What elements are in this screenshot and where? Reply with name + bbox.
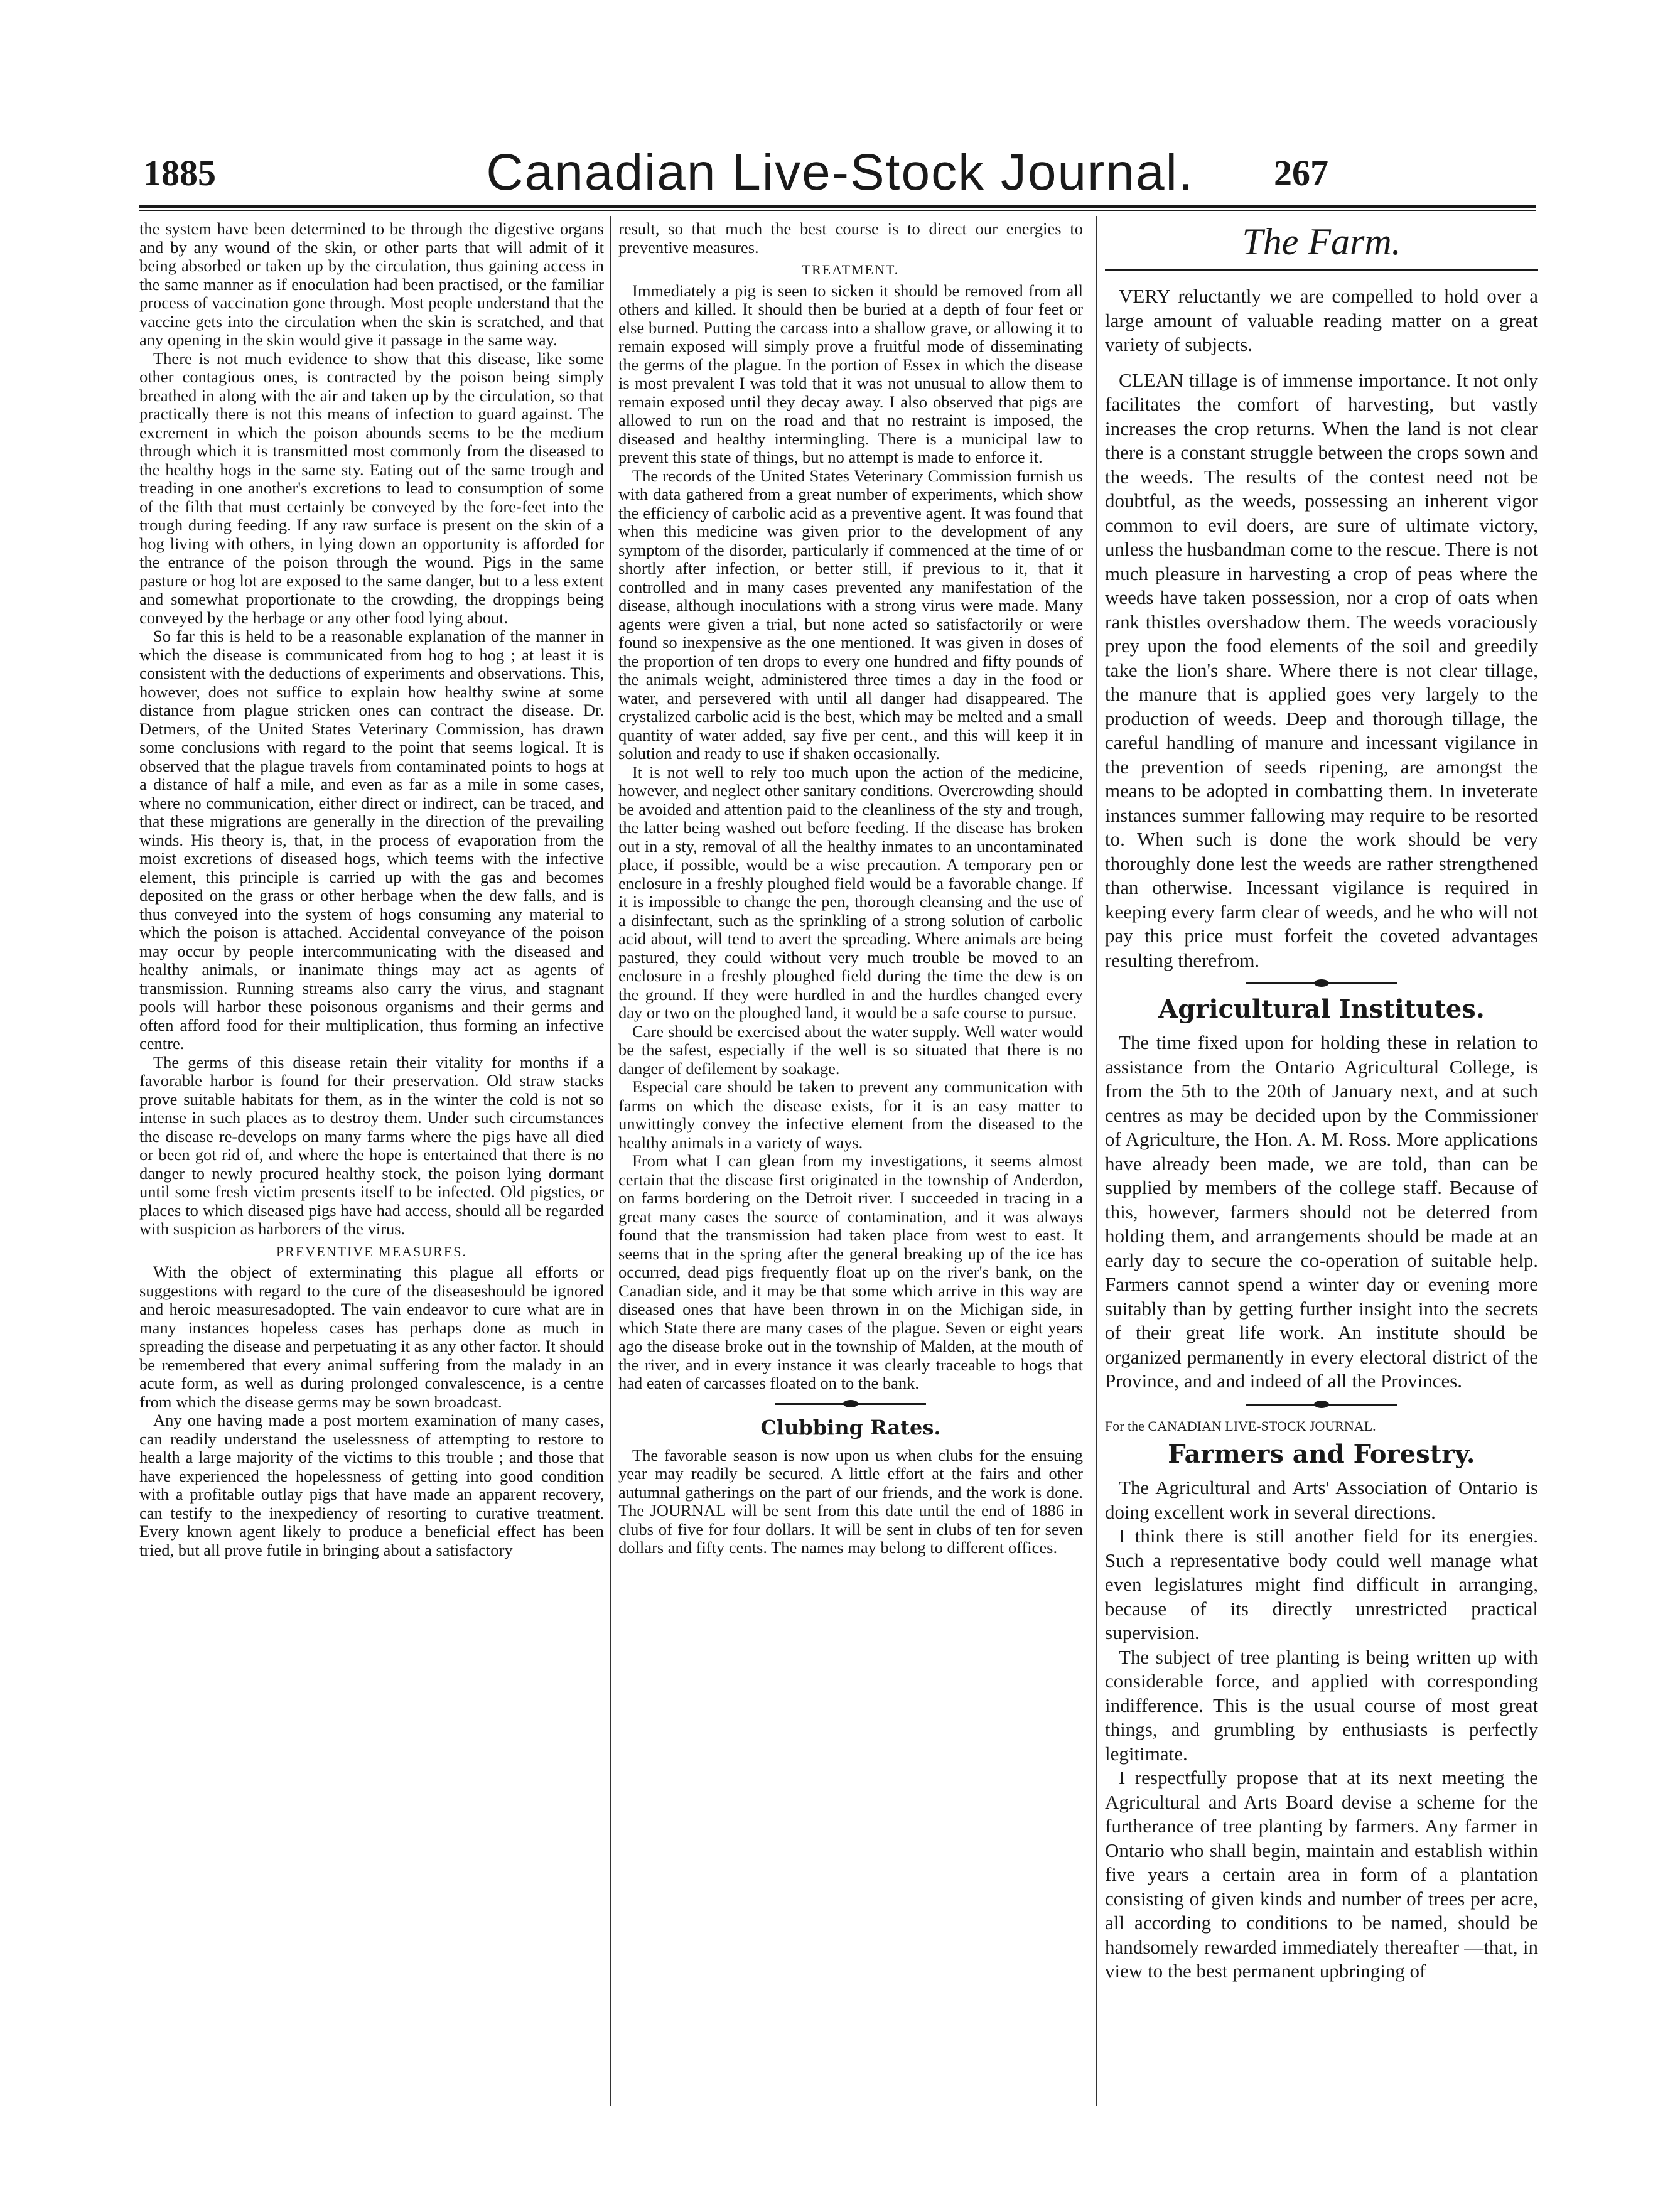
column-2 xyxy=(618,220,1083,1557)
article-credit: For the CANADIAN LIVE-STOCK JOURNAL. xyxy=(1105,1418,1376,1434)
paragraph: I respectfully propose that at its next meeting the Agricultural and Arts Board devise a scheme for the furtherance of tree planting by farmers. Any farmer in Ontario who shall begin, maintain and establish within five years a certain area in form of a plantation consisting of given kinds and number of trees per acre, all according to conditions to be named, should be handsomely rewarded immediately thereafter —that, in view to the best permanent upbringing of xyxy=(1105,1767,1538,1982)
paragraph: CLEAN tillage is of immense importance. It not only facilitates the comfort of harvesting, but vastly increases the crop returns. When the land is not clear there is a constant struggle between the crops sown and the weeds. The results of the contest need not be doubtful, as the weeds, possessing an inherent vigor common to evil doers, are sure of ultimate victory, unless the husbandman come to the rescue. There is not much pleasure in harvesting a crop of peas where the weeds have taken possession, nor a crop of oats when rank thistles overshadow them. The weeds voraciously prey upon the food elements of the soil and greedily take the lion's share. Where there is not clear tillage, the manure that is applied goes very largely to the production of weeds. Deep and thorough tillage, the careful handling of manure and incessant vigilance in the prevention of seeds ripening, are amongst the means to be adopted in combatting them. In inveterate instances summer fallowing may require to be resorted to. When such is done the work should be very thoroughly done lest the weeds are rather strengthened than otherwise. Incessant vigilance is required in keeping every farm clear of weeds, and he who will not pay this price must forfeit the coveted advantages resulting therefrom. xyxy=(1105,368,1538,971)
journal-title: Canadian Live-Stock Journal. xyxy=(486,144,1194,201)
paragraph: From what I can glean from my investigations, it seems almost certain that the disease first originated in the township of Anderdon, on farms bordering on the Detroit river. I succeeded in tracing in a great many cases the source of contamination, and it was always found that the transmission had taken place from west to east. It seems that in the spring after the general breaking up of the ice has occurred, dead pigs frequently float up on the river's bank, on the Canadian side, and it may be that some which arrive in this way are diseased ones that have been thrown in on the Michigan side, in which State there are many cases of the plague. Seven or eight years ago the disease broke out in the township of Malden, at the mouth of the river, and in every instance it was clearly traceable to hogs that had eaten of carcasses floated on to the bank. xyxy=(618,1151,1083,1392)
paragraph: Immediately a pig is seen to sicken it should be removed from all others and killed. It should then be buried at a depth of four feet or else burned. Putting the carcass into a shallow grave, or allowing it to remain exposed will simply prove a fruitful mode of disseminating the germs of the plague. In the portion of Essex in which the disease is most prevalent I was told that it was not unusual to allow them to remain exposed until they decay away. I also observed that pigs are allowed to run on the road and that no restraint is imposed, the diseased and healthy intermingling. There is a municipal law to prevent this state of things, but no attempt is made to enforce it. xyxy=(618,281,1083,466)
section-heading-the-farm: The Farm. xyxy=(1242,221,1401,262)
paragraph: The germs of this disease retain their vitality for months if a favorable harbor is found for their preservation. Old straw stacks prove suitable habitats for them, as in the winter the cold is not so intense in such places as to destroy them. Under such circumstances the disease re-develops on many farms where the pigs have all died or been got rid of, and where the hope is entertained that there is no danger to newly procured healthy stock, the poison lying dormant until some fresh victim presents itself to be infected. Old pigsties, or places to which diseased pigs have had access, should all be regarded with suspicion as harborers of the virus. xyxy=(139,1052,604,1238)
header-rule-thin xyxy=(139,210,1536,211)
paragraph: The records of the United States Veterinary Commission furnish us with data gathered from a great number of experiments, which show the efficiency of carbolic acid as a preventive agent. It was found that when this medicine was given prior to the development of any symptom of the disorder, particularly if commenced at the time of or shortly after infection, or better still, if previous to it, that it controlled and in many cases prevented any manifestation of the disease, although inoculations with a strong virus were made. Many agents were given a trial, but none acted so satisfactorily or were found so inexpensive as the one mentioned. It was given in doses of the proportion of ten drops to every one hundred and fifty pounds of the animals weight, administered three times a day in the food or water, and persevered with until all danger had disappeared. The crystalized carbolic acid is the best, which may be melted and a small quantity of water added, say five per cent., and this will keep it in solution and ready to use if shaken occasionally. xyxy=(618,466,1083,763)
section-divider xyxy=(1246,1404,1397,1406)
paragraph: VERY reluctantly we are compelled to hold over a large amount of valuable reading matter on a great variety of subjects. xyxy=(1105,285,1538,355)
paragraph: It is not well to rely too much upon the action of the medicine, however, and neglect other sanitary conditions. Overcrowding should be avoided and attention paid to the cleanliness of the sty and trough, the latter being washed out before feeding. If the disease has broken out in a sty, removal of all the healthy inmates to an uncontaminated place, if possible, would be a wise precaution. A temporary pen or enclosure in a freshly ploughed field would be a favorable change. If it is impossible to change the pen, thorough cleansing and the use of a disinfectant, such as the sprinkling of a strong solution of carbolic acid about, will tend to avert the spreading. Where animals are being pastured, they could without very much trouble be moved to an enclosure in a freshly ploughed field during the time the dew is on the ground. If they were hurdled in and the hurdles changed every day or two on the ploughed land, it would be a safe course to pursue. xyxy=(618,762,1083,1022)
paragraph: Any one having made a post mortem examination of many cases, can readily understand the uselessness of attempting to restore to health a large majority of the victims to this trouble ; and those that have experienced the hopelessness of getting into good condition with a profitable outlay pigs that have made an apparent recovery, can testify to the inexpediency of resorting to curative treatment. Every known agent likely to produce a beneficial effect has been tried, but all prove futile in bringing about a satisfactory xyxy=(139,1411,604,1559)
paragraph: The subject of tree planting is being written up with considerable force, and applied with corresponding indifference. This is the usual course of most great things, and grumbling by enthusiasts is perfectly legitimate. xyxy=(1105,1645,1538,1765)
column-3 xyxy=(1105,220,1538,1984)
section-rule xyxy=(1105,269,1538,271)
column-divider-1 xyxy=(610,216,611,2106)
clubbing-rates-text: The favorable season is now upon us when clubs for the ensuing year may readily be secured. A little effort at the fairs and other autumnal gatherings on the part of our friends, and the work is done. The JOURNAL will be sent from this date until the end of 1886 in clubs of five for four dollars. It will be sent in clubs of ten for seven dollars and fifty cents. The names may belong to different offices. xyxy=(618,1445,1083,1557)
paragraph: The time fixed upon for holding these in relation to assistance from the Ontario Agricultural College, is from the 5th to the 20th of January next, and at such centres as may be decided upon by the Commissioner of Agriculture, the Hon. A. M. Ross. More applications have already been made, we are told, than can be supplied by members of the college staff. Because of this, however, farmers should not be deterred from holding them, and arrangements should be made at an early day to secure the co-operation of suitable help. Farmers cannot spend a winter day or evening more suitably than by getting further insight into the secrets of their great life work. An institute should be organized permanently in every electoral district of the Province, and and indeed of all the Provinces. xyxy=(1105,1031,1538,1392)
masthead xyxy=(0,143,1680,200)
issue-year: 1885 xyxy=(143,153,216,193)
paragraph: result, so that much the best course is to direct our energies to preventive measures. xyxy=(618,220,1083,257)
paragraph: With the object of exterminating this plague all efforts or suggestions with regard to the cure of the diseaseshould be ignored and heroic measuresadopted. The vain endeavor to cure what are in many instances hopeless cases has perhaps done as much in spreading the disease and perpetuating it as any other factor. It should be remembered that every animal suffering from the malady in an acute form, as well as during prolonged convalescence, is a centre from which the disease germs may be sown broadcast. xyxy=(139,1262,604,1411)
paragraph: the system have been determined to be through the digestive organs and by any wound of the skin, or other parts that will admit of it being absorbed or taken up by the circulation, thus gaining access in the same manner as if enoculation had been practised, or the familiar process of vaccination gone through. Most people understand that the vaccine gets into the circulation when the skin is scratched, and that any opening in the skin would give it passage in the same way. xyxy=(139,220,604,349)
farmers-and-forestry-heading: Farmers and Forestry. xyxy=(1168,1439,1475,1469)
paragraph: Especial care should be taken to prevent any communication with farms on which the disease exists, for it is an easy matter to unwittingly convey the infective element from the diseased to the healthy animals in a variety of ways. xyxy=(618,1077,1083,1152)
column-1 xyxy=(139,220,604,1559)
subheading-preventive-measures: PREVENTIVE MEASURES. xyxy=(276,1243,467,1259)
clubbing-rates-heading: Clubbing Rates. xyxy=(760,1415,941,1439)
paragraph: So far this is held to be a reasonable explanation of the manner in which the disease is communicated from hog to hog ; at least it is consistent with the deductions of experiments and observations. This, however, does not suffice to explain how healthy swine at some distance from plague stricken ones can contract the disease. Dr. Detmers, of the United States Veterinary Commission, has drawn some conclusions with regard to the point that seems logical. It is observed that the plague travels from contaminated points to hogs at a distance of half a mile, and even as far as a mile in some cases, where no communication, either direct or indirect, can be traced, and that these migrations are generally in the direction of the prevailing winds. His theory is, that, in the process of evaporation from the moist excretions of diseased hogs, which teems with the infective element, this principle is carried up with the gas and becomes deposited on the grass or other herbage when the dew falls, and is thus conveyed into the system of hogs consuming any material to which the poison is attached. Accidental conveyance of the poison may occur by people intercommunicating with the diseased and healthy animals, or inanimate things may act as agents of transmission. Running streams also carry the virus, and stagnant pools will harbor these poisonous organisms and their germs and often afford food for their multiplication, thus forming an infective centre. xyxy=(139,627,604,1053)
paragraph: I think there is still another field for its energies. Such a representative body could well manage what even legislatures might find difficult in arranging, because of its directly unrestricted practical supervision. xyxy=(1105,1525,1538,1643)
subheading-treatment: TREATMENT. xyxy=(802,262,900,277)
agricultural-institutes-heading: Agricultural Institutes. xyxy=(1158,994,1485,1024)
section-divider xyxy=(775,1403,926,1405)
column-divider-2 xyxy=(1096,216,1097,2106)
paragraph: The Agricultural and Arts' Association of Ontario is doing excellent work in several directions. xyxy=(1105,1477,1538,1523)
section-divider xyxy=(1246,982,1397,984)
paragraph: There is not much evidence to show that this disease, like some other contagious ones, is contracted by the poison being simply breathed in along with the air and taken up by the circulation, so that practically there is not this means of infection to guard against. The excrement in which the poison abounds seems to be the medium through which it is transmitted most commonly from the diseased to the healthy hogs in the same sty. Eating out of the same trough and treading in one another's excretions to lead to consumption of some of the filth that must certainly be conveyed by the fore-feet into the trough during feeding. If any raw surface is present on the skin of a hog living with others, in lying down an opportunity is afforded for the entrance of the poison through the wound. Pigs in the same pasture or hog lot are exposed to the same danger, but to a less extent and somewhat proportionate to the crowding, the droppings being conveyed by the herbage or any other food lying about. xyxy=(139,348,604,627)
paragraph: Care should be exercised about the water supply. Well water would be the safest, especially if the well is so situated that there is no danger of defilement by soakage. xyxy=(618,1021,1083,1078)
header-rule xyxy=(139,205,1536,208)
page-number: 267 xyxy=(1274,153,1328,193)
